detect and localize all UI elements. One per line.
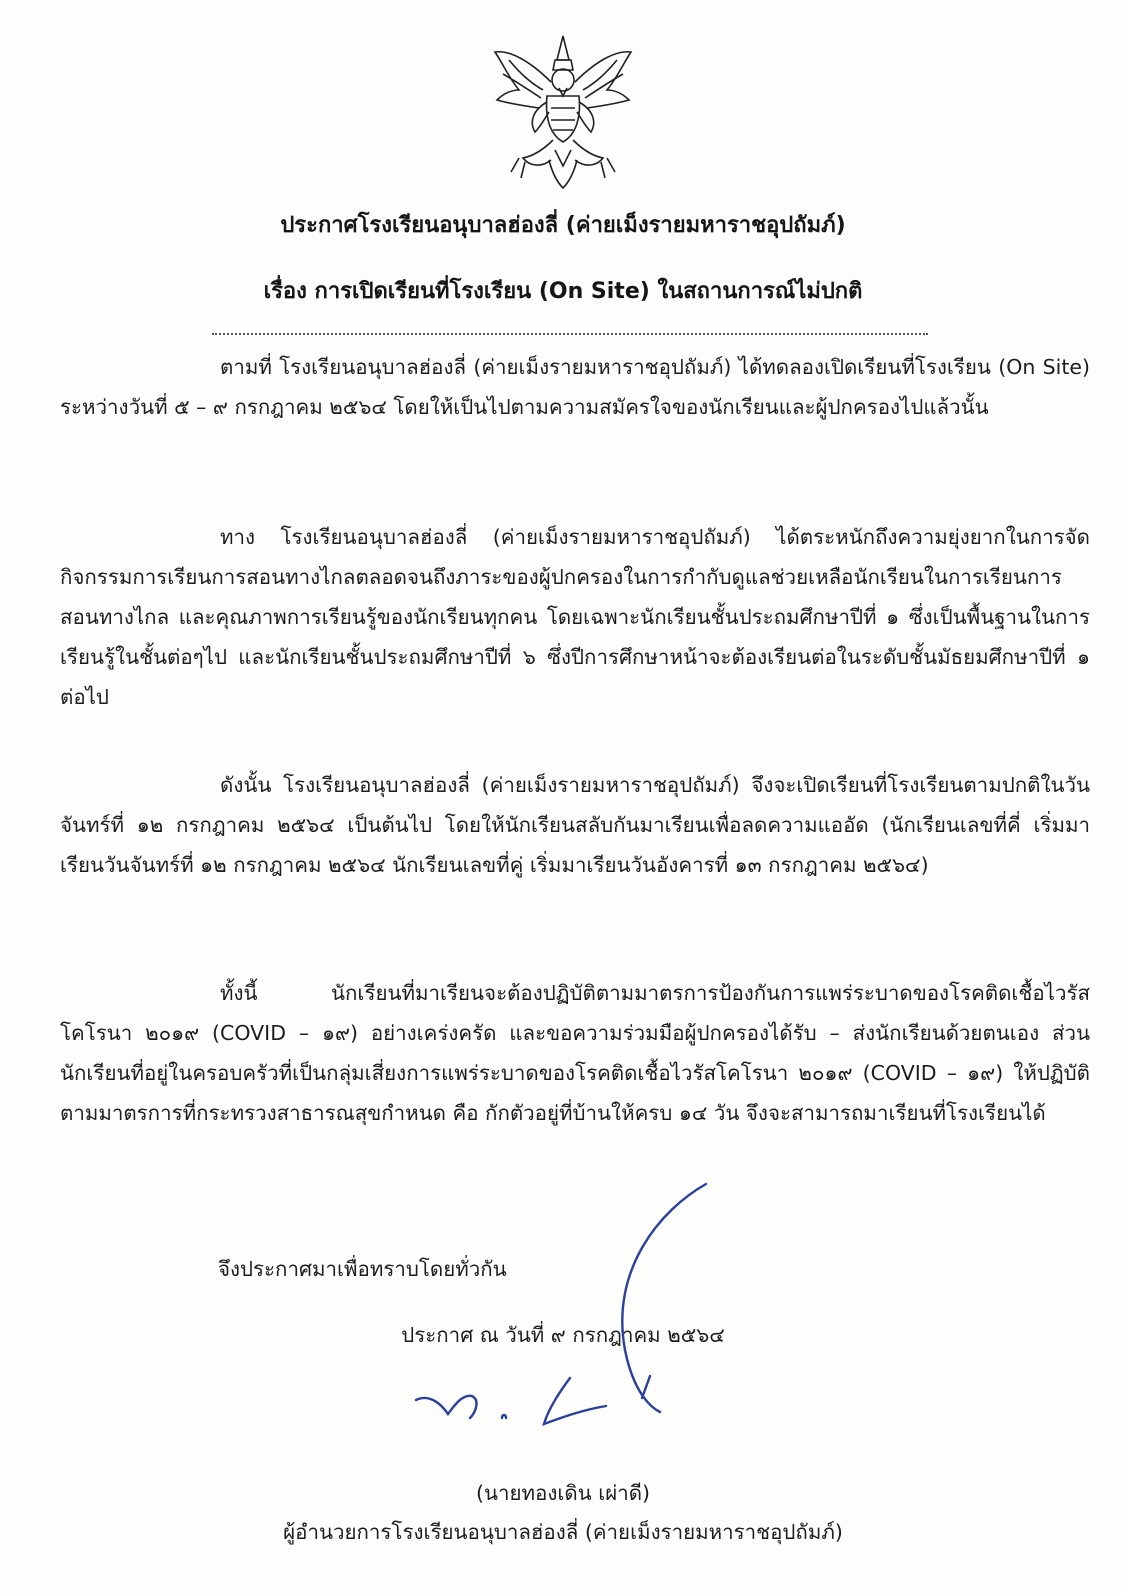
paragraph-text: ดังนั้น โรงเรียนอนุบาลฮ่องลี่ (ค่ายเม็งรายมหาราชอุปถัมภ์) จึงจะเปิดเรียนที่โรงเรียนตามปกติในวันจันทร์ที่ ๑๒ กรกฎาคม ๒๕๖๔ เป็นต้นไป โดยให้นักเรียนสลับกันมาเรียนเพื่อลดความแออัด (นักเรียนเลขที่คี่ เริ่มมาเรียนวันจันทร์ที่ ๑๒ กรกฎาคม ๒๕๖๔ นักเรียนเลขที่คู่ เริ่มมาเรียนวันอังคารที่ ๑๓ กรกฎาคม ๒๕๖๔) (60, 773, 1090, 877)
signer-name: (นายทองเดิน เผ่าดี) (475, 1481, 651, 1505)
signature-icon (410, 1180, 740, 1460)
body-paragraph-2 (60, 517, 1090, 717)
paragraph-text: ตามที่ โรงเรียนอนุบาลฮ่องลี่ (ค่ายเม็งรายมหาราชอุปถัมภ์) ได้ทดลองเปิดเรียนที่โรงเรียน (On Site) ระหว่างวันที่ ๕ – ๙ กรกฎาคม ๒๕๖๔ โดยให้เป็นไปตามความสมัครใจของนักเรียนและผู้ปกครองไปแล้วนั้น (60, 355, 1090, 419)
paragraph-text: ทาง โรงเรียนอนุบาลฮ่องลี่ (ค่ายเม็งรายมหาราชอุปถัมภ์) ได้ตระหนักถึงความยุ่งยากในการจัดกิจกรรมการเรียนการสอนทางไกลตลอดจนถึงภาระของผู้ปกครองในการกำกับดูแลช่วยเหลือนักเรียนในการเรียนการสอนทางไกล และคุณภาพการเรียนรู้ของนักเรียนทุกคน โดยเฉพาะนักเรียนชั้นประถมศึกษาปีที่ ๑ ซึ่งเป็นพื้นฐานในการเรียนรู้ในชั้นต่อๆไป และนักเรียนชั้นประถมศึกษาปีที่ ๖ ซึ่งปีการศึกษาหน้าจะต้องเรียนต่อในระดับชั้นมัธยมศึกษาปีที่ ๑ ต่อไป (60, 525, 1090, 709)
announcement-title: ประกาศโรงเรียนอนุบาลฮ่องลี่ (ค่ายเม็งรายมหาราชอุปถัมภ์) (280, 213, 846, 238)
garuda-emblem-icon (489, 30, 637, 190)
paragraph-text: ทั้งนี้ นักเรียนที่มาเรียนจะต้องปฏิบัติตามมาตรการป้องกันการแพร่ระบาดของโรคติดเชื้อไวรัสโคโรนา ๒๐๑๙ (COVID – ๑๙) อย่างเคร่งครัด และขอความร่วมมือผู้ปกครองได้รับ – ส่งนักเรียนด้วยตนเอง ส่วนนักเรียนที่อยู่ในครอบครัวที่เป็นกลุ่มเสี่ยงการแพร่ระบาดของโรคติดเชื้อไวรัสโคโรนา ๒๐๑๙ (COVID – ๑๙) ให้ปฏิบัติตามมาตรการที่กระทรวงสาธารณสุขกำหนด คือ กักตัวอยู่ที่บ้านให้ครบ ๑๔ วัน จึงจะสามารถมาเรียนที่โรงเรียนได้ (60, 981, 1090, 1125)
closing-line: จึงประกาศมาเพื่อทราบโดยทั่วกัน (218, 1257, 507, 1281)
body-paragraph-3 (60, 765, 1090, 885)
announcement-subject: เรื่อง การเปิดเรียนที่โรงเรียน (On Site) ในสถานการณ์ไม่ปกติ (263, 279, 863, 304)
announcement-date: ประกาศ ณ วันที่ ๙ กรกฎาคม ๒๕๖๔ (401, 1323, 725, 1347)
body-paragraph-1 (60, 347, 1090, 427)
body-paragraph-4 (60, 973, 1090, 1133)
dotted-divider (212, 333, 928, 335)
signer-position: ผู้อำนวยการโรงเรียนอนุบาลฮ่องลี่ (ค่ายเม็งรายมหาราชอุปถัมภ์) (283, 1520, 843, 1544)
